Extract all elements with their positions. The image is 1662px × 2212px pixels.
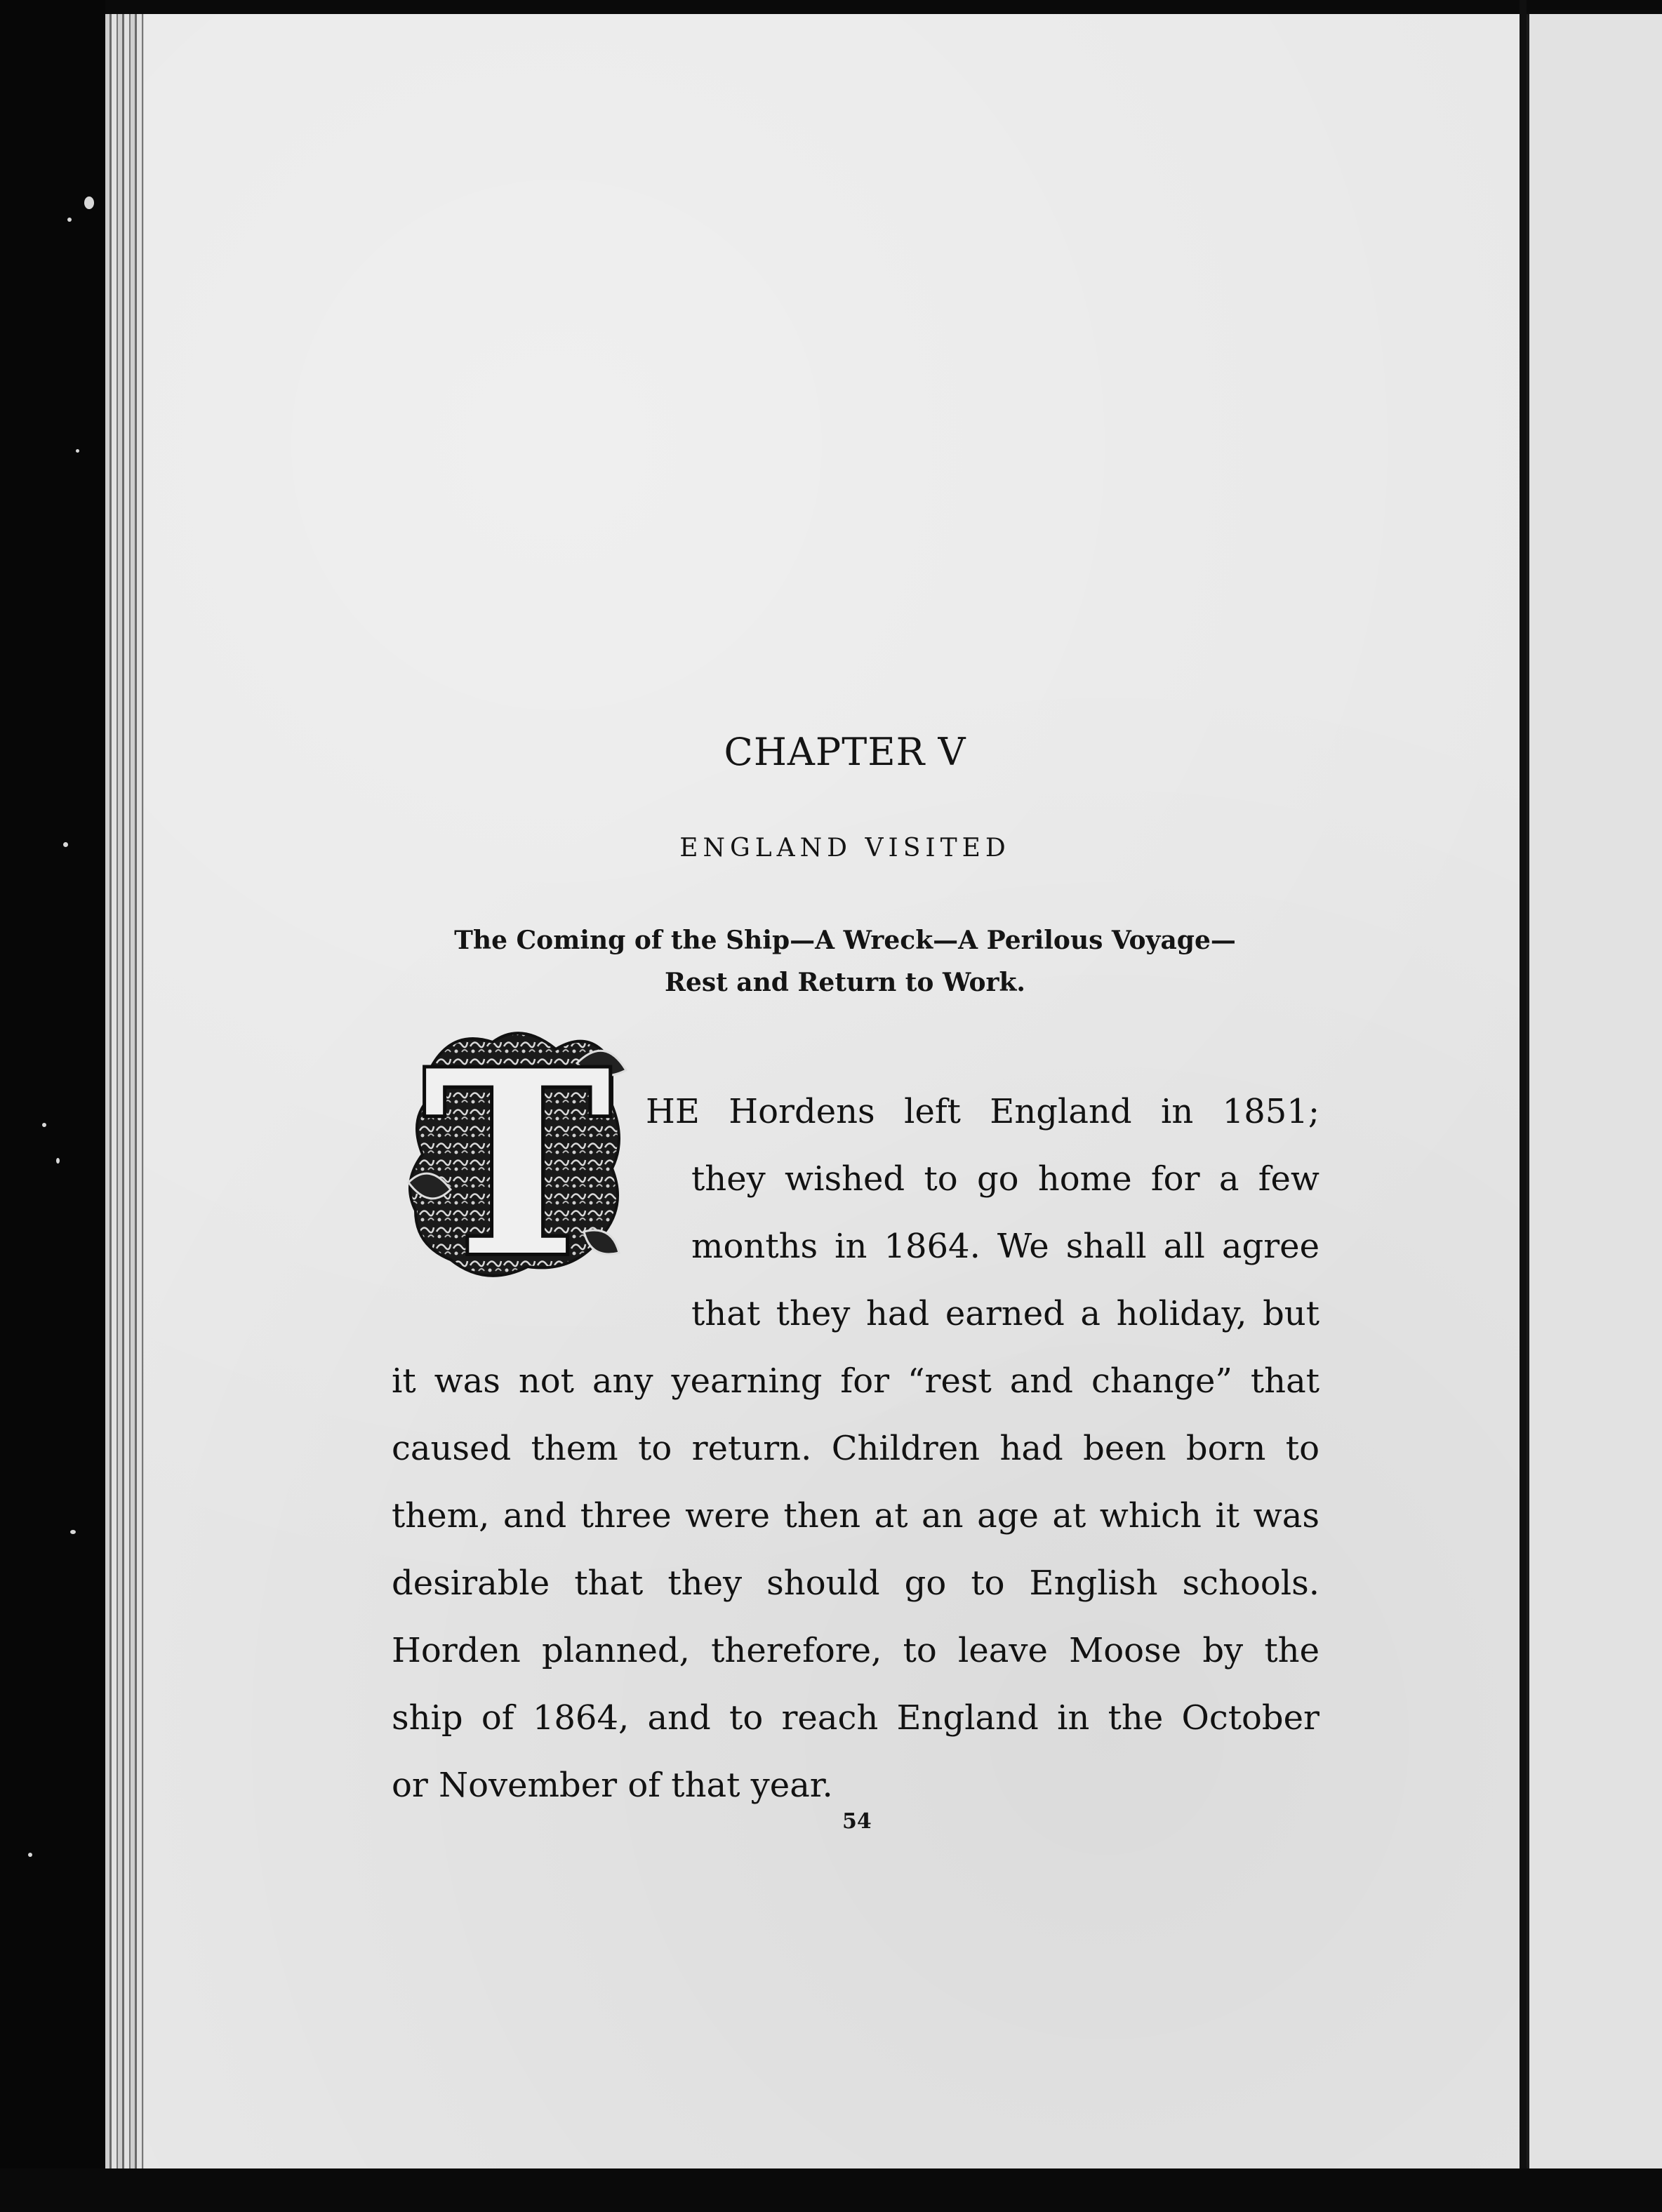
text-line: or November of that year. xyxy=(392,1766,833,1805)
text-line: months in 1864. We shall all agree xyxy=(691,1227,1319,1266)
drop-cap-letter: T xyxy=(423,1021,611,1288)
text-line: Horden planned, therefore, to leave Moose by the xyxy=(392,1631,1319,1670)
text-line: it was not any yearning for “rest and change” that xyxy=(392,1361,1319,1401)
text-line: they wished to go home for a few xyxy=(691,1159,1319,1199)
chapter-subtitle: ENGLAND VISITED xyxy=(679,834,1011,862)
synopsis-line: Rest and Return to Work. xyxy=(665,968,1025,997)
page-number: 54 xyxy=(842,1809,872,1834)
chapter-title: CHAPTER V xyxy=(724,730,966,774)
text-line: ship of 1864, and to reach England in the October xyxy=(392,1698,1319,1738)
text-line: caused them to return. Children had been born to xyxy=(392,1429,1319,1468)
text-line: them, and three were then at an age at which it was xyxy=(392,1496,1319,1535)
text-line: that they had earned a holiday, but xyxy=(691,1294,1319,1333)
text-line: desirable that they should go to English schools. xyxy=(392,1564,1319,1603)
synopsis-line: The Coming of the Ship—A Wreck—A Perilous Voyage— xyxy=(454,926,1236,955)
text-line: HE Hordens left England in 1851; xyxy=(646,1092,1319,1131)
